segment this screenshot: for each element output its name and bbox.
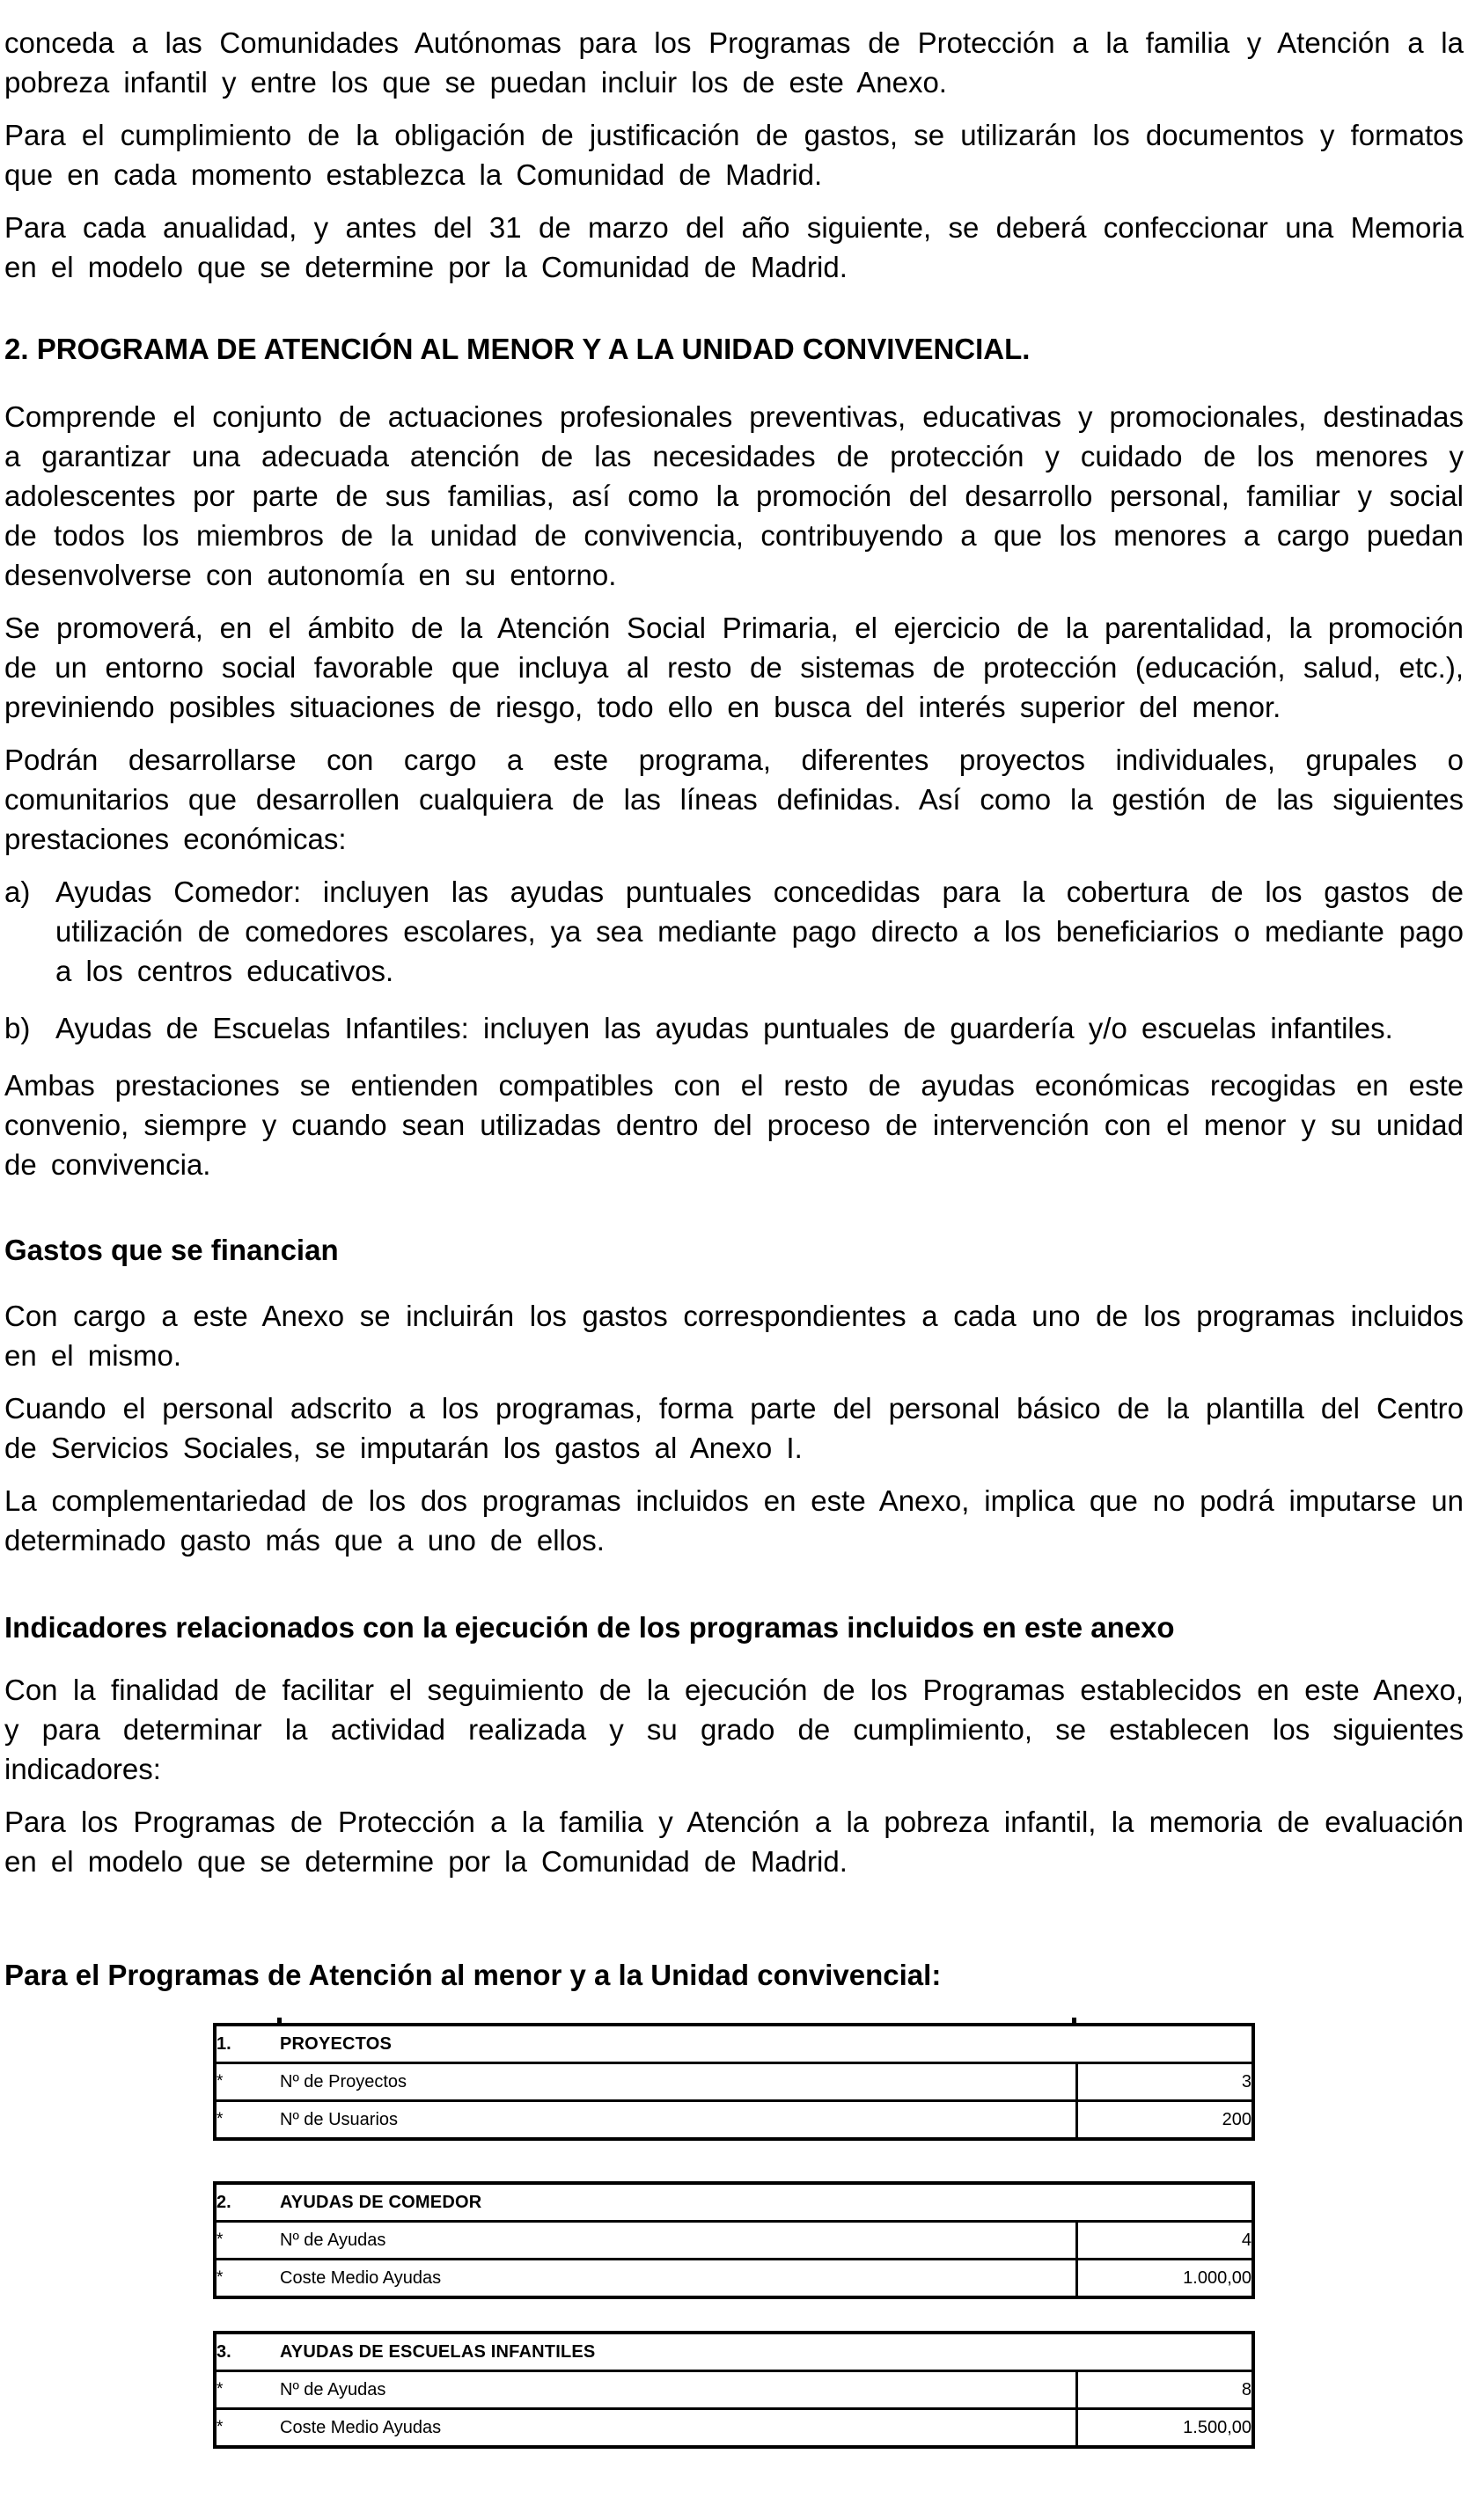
table-number: 2. (215, 2183, 280, 2222)
section-heading-indicadores: Indicadores relacionados con la ejecución de los programas incluidos en este anexo (4, 1611, 1175, 1644)
paragraph-cuando: Cuando el personal adscrito a los programas, forma parte del personal básico de la plantilla del Centro de Servicios Sociales, se imputarán los gastos al Anexo I. (4, 1392, 1464, 1464)
paragraph-anualidad: Para cada anualidad, y antes del 31 de marzo del año siguiente, se deberá confeccionar una Memoria en el modelo que se determine por la Comunidad de Madrid. (4, 211, 1464, 283)
paragraph-complementariedad: La complementariedad de los dos programas incluidos en este Anexo, implica que no podrá imputarse un determinado gasto más que a uno de ellos. (4, 1484, 1464, 1557)
row-bullet: * (215, 2260, 280, 2298)
paragraph-comprende: Comprende el conjunto de actuaciones profesionales preventivas, educativas y promocionales, destinadas a garantizar una adecuada atención de las necesidades de protección y cuidado de los menores y adolescentes por parte de sus familias, así como la promoción del desarrollo personal, familiar y social de todos los miembros de la unidad de convivencia, contribuyendo a que los menores a cargo puedan desenvolverse con autonomía en su entorno. (4, 400, 1464, 591)
row-value: 200 (1077, 2101, 1253, 2140)
scan-artifact-tick (1072, 2018, 1076, 2024)
table-title: PROYECTOS (280, 2025, 1253, 2063)
list-text-a: Ayudas Comedor: incluyen las ayudas puntuales concedidas para la cobertura de los gastos de utilización de comedores escolares, ya sea mediante pago directo a los beneficiarios o mediante pago a los centros educativos. (55, 875, 1464, 987)
paragraph-ambas: Ambas prestaciones se entienden compatibles con el resto de ayudas económicas recogidas en este convenio, siempre y cuando sean utilizadas dentro del proceso de intervención con el menor y su unidad de convivencia. (4, 1069, 1464, 1181)
row-label: Coste Medio Ayudas (280, 2409, 1077, 2448)
indicator-table-escuelas (213, 2331, 1255, 2449)
row-bullet: * (217, 2380, 224, 2399)
table-title: AYUDAS DE COMEDOR (280, 2183, 1253, 2222)
table-number: 3. (215, 2333, 280, 2371)
table-row (215, 2260, 1253, 2298)
row-value: 4 (1077, 2222, 1253, 2260)
table-header-row (215, 2025, 1253, 2063)
section-heading-programa: 2. PROGRAMA DE ATENCIÓN AL MENOR Y A LA UNIDAD CONVIVENCIAL. (4, 333, 1031, 365)
section-heading-paramenor: Para el Programas de Atención al menor y a la Unidad convivencial: (4, 1959, 942, 1991)
row-label: Coste Medio Ayudas (280, 2260, 1077, 2298)
section-heading-gastos: Gastos que se financian (4, 1234, 339, 1266)
paragraph-finalidad: Con la finalidad de facilitar el seguimiento de la ejecución de los Programas establecidos en este Anexo, y para determinar la actividad realizada y su grado de cumplimiento, se establecen los siguientes indicadores: (4, 1674, 1464, 1785)
paragraph-cumplimiento: Para el cumplimiento de la obligación de justificación de gastos, se utilizarán los documentos y formatos que en cada momento establezca la Comunidad de Madrid. (4, 119, 1464, 191)
paragraph-conceda: conceda a las Comunidades Autónomas para los Programas de Protección a la familia y Atención a la pobreza infantil y entre los que se puedan incluir los de este Anexo. (4, 26, 1464, 99)
row-value: 3 (1077, 2063, 1253, 2101)
indicator-table-comedor-wrap (213, 2181, 1255, 2299)
table-row (215, 2409, 1253, 2448)
paragraph-concargo: Con cargo a este Anexo se incluirán los gastos correspondientes a cada uno de los programas incluidos en el mismo. (4, 1300, 1464, 1372)
row-bullet: * (215, 2101, 280, 2140)
row-label: Nº de Ayudas (280, 2231, 386, 2250)
row-label: Nº de Usuarios (280, 2101, 1077, 2140)
row-label: Nº de Proyectos (280, 2072, 407, 2091)
table-row (215, 2371, 1253, 2409)
row-label: Nº de Ayudas (280, 2380, 386, 2399)
row-value: 1.500,00 (1077, 2409, 1253, 2448)
row-value: 1.000,00 (1077, 2260, 1253, 2298)
paragraph-promovera: Se promoverá, en el ámbito de la Atención Social Primaria, el ejercicio de la parentalidad, la promoción de un entorno social favorable que incluya al resto de sistemas de protección (educación, salud, etc.), previniendo posibles situaciones de riesgo, todo ello en busca del interés superior del menor. (4, 612, 1464, 723)
table-row (215, 2222, 1253, 2260)
list-text-b: Ayudas de Escuelas Infantiles: incluyen las ayudas puntuales de guardería y/o escuelas infantiles. (55, 1012, 1393, 1044)
indicator-table-escuelas-wrap (213, 2331, 1255, 2449)
row-bullet: * (217, 2072, 224, 2091)
list-marker-a: a) (4, 875, 31, 908)
row-bullet: * (215, 2409, 280, 2448)
table-row (215, 2063, 1253, 2101)
paragraph-podran: Podrán desarrollarse con cargo a este programa, diferentes proyectos individuales, grupales o comunitarios que desarrollen cualquiera de las líneas definidas. Así como la gestión de las siguientes prestaciones económicas: (4, 744, 1464, 855)
table-number: 1. (215, 2025, 280, 2063)
indicator-table-proyectos-wrap (213, 2023, 1255, 2141)
indicator-table-proyectos (213, 2023, 1255, 2141)
table-header-row (215, 2333, 1253, 2371)
list-item-a (4, 872, 1464, 991)
table-header-row (215, 2183, 1253, 2222)
row-bullet: * (217, 2231, 224, 2249)
scan-artifact-tick (277, 2018, 282, 2024)
list-marker-b: b) (4, 1012, 31, 1044)
paragraph-paraprogramas: Para los Programas de Protección a la familia y Atención a la pobreza infantil, la memoria de evaluación en el modelo que se determine por la Comunidad de Madrid. (4, 1806, 1464, 1878)
row-value: 8 (1077, 2371, 1253, 2409)
table-title: AYUDAS DE ESCUELAS INFANTILES (280, 2333, 1253, 2371)
indicator-table-comedor (213, 2181, 1255, 2299)
list-item-b (4, 1008, 1464, 1048)
table-row (215, 2101, 1253, 2140)
